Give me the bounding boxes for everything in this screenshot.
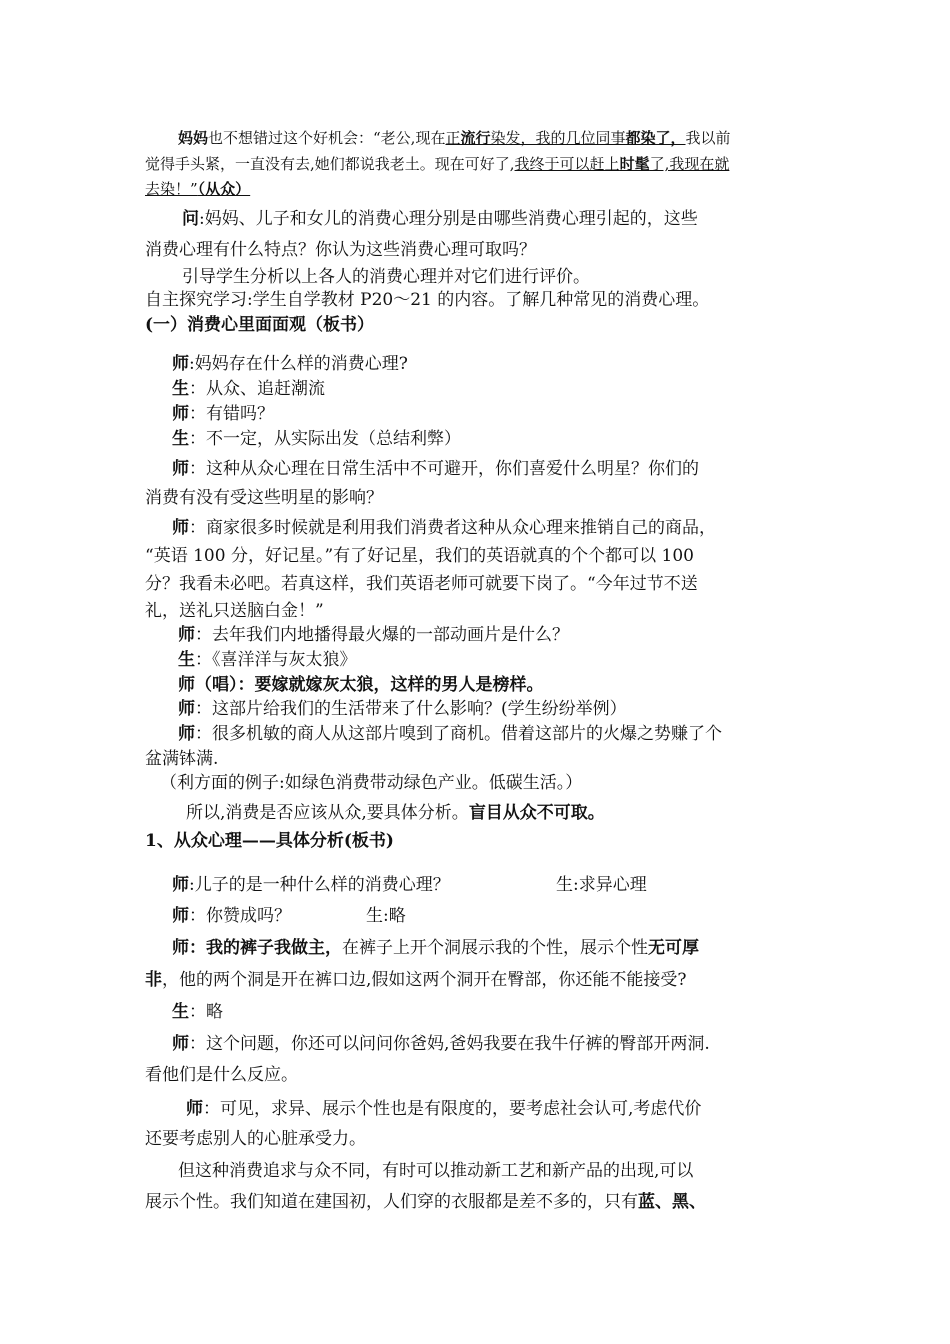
text-run: 无可厚	[648, 938, 699, 958]
text-run: :妈妈、儿子和女儿的消费心理分别是由哪些消费心理引起的，这些	[199, 209, 698, 229]
text-run: ：可见，求异、展示个性也是有限度的，要考虑社会认可,考虑代价	[203, 1099, 702, 1119]
text-run: ：很多机敏的商人从这部片嗅到了商机。借着这部片的火爆之势赚了个	[195, 724, 722, 744]
speaker-label: 师	[172, 354, 189, 374]
paragraph-line: 但这种消费追求与众不同，有时可以推动新工艺和新产品的出现,可以	[178, 1161, 694, 1181]
dialog-line	[145, 970, 687, 990]
text-run: 蓝、黑、	[638, 1192, 706, 1212]
dialog-line	[178, 625, 569, 645]
text-run: ：从众、追赶潮流	[189, 379, 325, 399]
dialog-line: 师（唱）：要嫁就嫁灰太狼，这样的男人是榜样。	[178, 675, 544, 695]
speaker-label: 生	[172, 1002, 189, 1022]
dialog-line	[172, 429, 461, 449]
dialog-line	[172, 1002, 223, 1022]
text-run: ：这个问题，你还可以问问你爸妈,爸妈我要在我牛仔裤的臀部开两洞.	[189, 1034, 710, 1054]
dialog-line	[178, 724, 722, 744]
dialog-line: 分？我看未必吧。若真这样，我们英语老师可就要下岗了。“今年过节不送	[145, 574, 698, 594]
text-run: 我终于可以赶上	[514, 155, 620, 173]
text-run: 我以前	[685, 129, 731, 147]
dialog-line	[172, 938, 699, 958]
note-line: （利方面的例子:如绿色消费带动绿色产业。低碳生活。）	[160, 773, 583, 793]
speaker-label: 生	[172, 379, 189, 399]
dialog-line	[172, 1034, 710, 1054]
text-run: 了,我现在就	[649, 155, 730, 173]
section-heading-1: (一）消费心里面面观（板书）	[145, 315, 375, 335]
speaker-label: 师	[178, 699, 195, 719]
text-run: 盲目从众不可取。	[468, 803, 605, 823]
section-heading-2: 1、从众心理——具体分析(板书)	[145, 831, 394, 851]
dialog-line	[172, 906, 291, 926]
text-run: 觉得手头紧，一直没有去,她们都说我老土。现在可好了,	[145, 155, 515, 173]
text-run: 时髦	[619, 155, 650, 173]
dialog-line	[172, 875, 450, 895]
text-run: ：这种从众心理在日常生活中不可避开，你们喜爱什么明星？你们的	[189, 459, 699, 479]
text-run: ：《喜洋洋与灰太狼》	[195, 650, 357, 670]
text-run: 也不想错过这个好机会：“老公,现在	[208, 129, 446, 147]
text-run: 流行	[460, 129, 491, 147]
speaker-label: 生	[178, 650, 195, 670]
dialog-line	[172, 459, 699, 479]
text-run: ：略	[189, 1002, 223, 1022]
text-run: ：不一定，从实际出发（总结利弊）	[189, 429, 461, 449]
dialog-line: 盆满钵满.	[145, 749, 219, 769]
text-run: 都染了，	[625, 129, 686, 147]
speaker-label: 师	[172, 459, 189, 479]
question-line-3: 引导学生分析以上各人的消费心理并对它们进行评价。	[182, 267, 590, 287]
text-run: （从众）	[197, 180, 251, 198]
text-run: 展示个性。我们知道在建国初，人们穿的衣服都是差不多的，只有	[145, 1192, 638, 1212]
text-run: ，他的两个洞是开在裤口边,假如这两个洞开在臀部，你还能不能接受?	[162, 970, 687, 990]
dialog-line	[186, 1099, 701, 1119]
paragraph-line	[145, 1192, 706, 1212]
dialog-line	[172, 404, 274, 424]
dialog-line	[172, 518, 716, 538]
question-line-4: 自主探究学习:学生自学教材 P20～21 的内容。了解几种常见的消费心理。	[145, 290, 710, 310]
text-run: 染发，我的几位同事	[490, 129, 626, 147]
text-run: 所以,消费是否应该从众,要具体分析。	[186, 803, 469, 823]
text-run: 在裤子上开个洞展示我的个性，展示个性	[342, 938, 648, 958]
text-run: 妈妈	[178, 129, 209, 147]
question-line-1	[182, 209, 698, 229]
speaker-label: 师	[178, 724, 195, 744]
speaker-label: 师	[172, 938, 189, 958]
speaker-label: 师	[172, 518, 189, 538]
speaker-label: 师	[172, 906, 189, 926]
dialog-line: 还要考虑别人的心脏承受力。	[145, 1129, 366, 1149]
dialog-line: 消费有没有受这些明星的影响？	[145, 488, 383, 508]
dialog-line	[178, 650, 357, 670]
text-run: 去染！”	[145, 180, 198, 198]
story-line-3	[145, 180, 250, 198]
text-run: ：我的裤子我做主，	[189, 938, 342, 958]
text-run: ：你赞成吗？	[189, 906, 291, 926]
speaker-label: 师	[178, 625, 195, 645]
conclusion-line	[186, 803, 605, 823]
dialog-line	[172, 379, 325, 399]
text-run: 非	[145, 970, 162, 990]
text-run: :妈妈存在什么样的消费心理?	[189, 354, 408, 374]
speaker-label: 问	[182, 209, 199, 229]
text-run: ：这部片给我们的生活带来了什么影响？(学生纷纷举例）	[195, 699, 627, 719]
student-reply: 生:略	[366, 906, 406, 926]
text-run: 正	[445, 129, 461, 147]
text-run: ：商家很多时候就是利用我们消费者这种从众心理来推销自己的商品，	[189, 518, 716, 538]
story-line-1	[178, 129, 731, 147]
text-run: ：去年我们内地播得最火爆的一部动画片是什么？	[195, 625, 569, 645]
story-line-2	[145, 155, 729, 173]
dialog-line	[178, 699, 627, 719]
speaker-label: 师	[172, 875, 189, 895]
dialog-line: “英语 100 分，好记星。”有了好记星，我们的英语就真的个个都可以 100	[145, 546, 694, 566]
student-reply: 生:求异心理	[556, 875, 647, 895]
dialog-line	[172, 354, 408, 374]
speaker-label: 师	[172, 1034, 189, 1054]
text-run: :儿子的是一种什么样的消费心理？	[189, 875, 450, 895]
dialog-line: 礼，送礼只送脑白金！”	[145, 601, 324, 621]
speaker-label: 生	[172, 429, 189, 449]
question-line-2: 消费心理有什么特点？你认为这些消费心理可取吗？	[145, 240, 536, 260]
text-run: ：有错吗？	[189, 404, 274, 424]
dialog-line: 看他们是什么反应。	[145, 1065, 298, 1085]
speaker-label: 师	[172, 404, 189, 424]
speaker-label: 师	[186, 1099, 203, 1119]
